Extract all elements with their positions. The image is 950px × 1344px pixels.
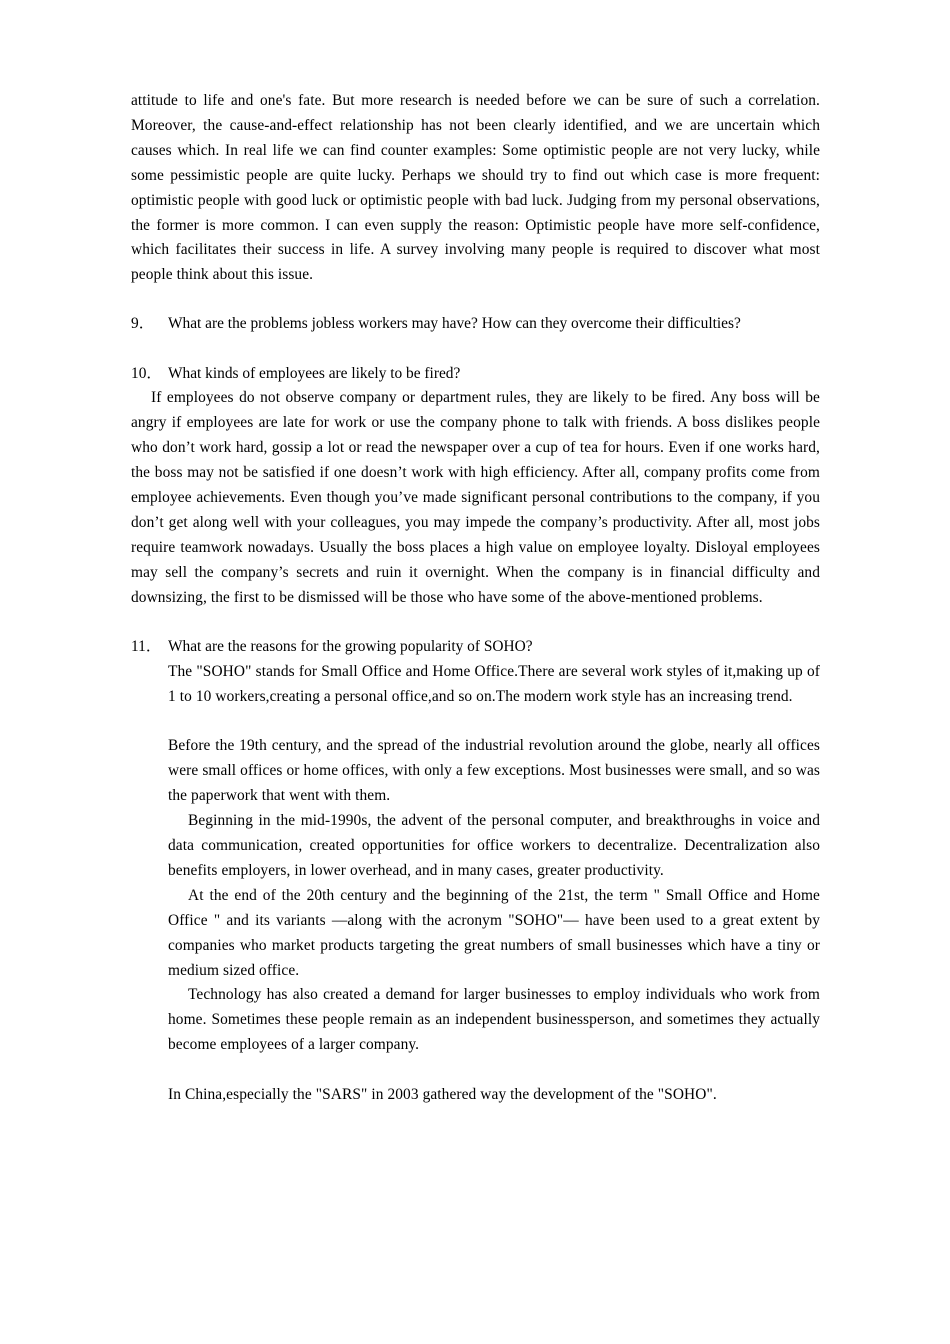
spacer [131, 611, 820, 635]
spacer [168, 1058, 820, 1083]
soho-answer-block [168, 660, 820, 1108]
question-text-10: What kinds of employees are likely to be fired? [168, 364, 461, 382]
answer-text-10: If employees do not observe company or department rules, they are likely to be fired. Any boss will be angry if employees are late for work or use the company phone to talk with friends. A boss dislikes people who don’t work hard, gossip a lot or read the newspaper over a cup of tea for hours. Even if one works hard, the boss may not be satisfied if one doesn’t work with high efficiency. After all, company profits come from employee achievements. Even though you’ve made significant personal contributions to the company, if you don’t get along well with your colleagues, you may impede the company’s productivity. After all, most jobs require teamwork nowadays. Usually the boss places a high value on employee loyalty. Disloyal employees may sell the company’s secrets and ruin it overnight. When the company is in financial difficulty and downsizing, the first to be dismissed will be those who have some of the above-mentioned problems. [131, 389, 820, 606]
spacer [131, 288, 820, 312]
question-text-9: What are the problems jobless workers may have? How can they overcome their difficulties? [168, 315, 741, 333]
question-number-9: 9． [131, 315, 155, 333]
continued-paragraph: attitude to life and one's fate. But more research is needed before we can be sure of such a correlation. Moreover, the cause-and-effect relationship has not been clearly identified, and we are uncertain which causes which. In real life we can find counter examples: Some optimistic people are not very lucky, while some pessimistic people are quite lucky. Perhaps we should try to find out which case is more frequent: optimistic people with good luck or optimistic people with bad luck. Judging from my personal observations, the former is more common. I can even supply the reason: Optimistic people have more self-confidence, which facilitates their success in life. A survey involving many people is required to discover what most people think about this issue. [131, 92, 820, 284]
question-number-10: 10． [131, 364, 162, 382]
spacer [131, 337, 820, 361]
question-number-11: 11． [131, 637, 162, 655]
spacer [168, 710, 820, 735]
soho-paragraph-1: Before the 19th century, and the spread of the industrial revolution around the globe, nearly all offices were small offices or home offices, with only a few exceptions. Most businesses were small, and so was the paperwork that went with them. [168, 737, 820, 805]
question-item-10 [131, 362, 820, 387]
soho-paragraph-3: At the end of the 20th century and the beginning of the 21st, the term " Small Office and Home Office " and its variants —along with the acronym "SOHO"— have been used to a great extent by companies who market products targeting the great numbers of small businesses which have a tiny or medium sized office. [168, 886, 820, 979]
soho-paragraph-4: Technology has also created a demand for larger businesses to employ individuals who work from home. Sometimes these people remain as an independent businessperson, and sometimes they actually become employees of a larger company. [168, 986, 820, 1054]
question-text-11: What are the reasons for the growing popularity of SOHO? [168, 637, 533, 655]
question-item-9 [131, 312, 820, 337]
soho-paragraph-2: Beginning in the mid-1990s, the advent of the personal computer, and breakthroughs in voice and data communication, created opportunities for office workers to decentralize. Decentralization also benefits employers, in lower overhead, and in many cases, greater productivity. [168, 812, 820, 879]
soho-paragraph-5: In China,especially the "SARS" in 2003 gathered way the development of the "SOHO". [168, 1086, 717, 1104]
question-item-11 [131, 635, 820, 660]
answer-text-11: The "SOHO" stands for Small Office and Home Office.There are several work styles of it,making up of 1 to 10 workers,creating a personal office,and so on.The modern work style has an increasing trend. [168, 662, 820, 705]
text-column [131, 89, 820, 1108]
